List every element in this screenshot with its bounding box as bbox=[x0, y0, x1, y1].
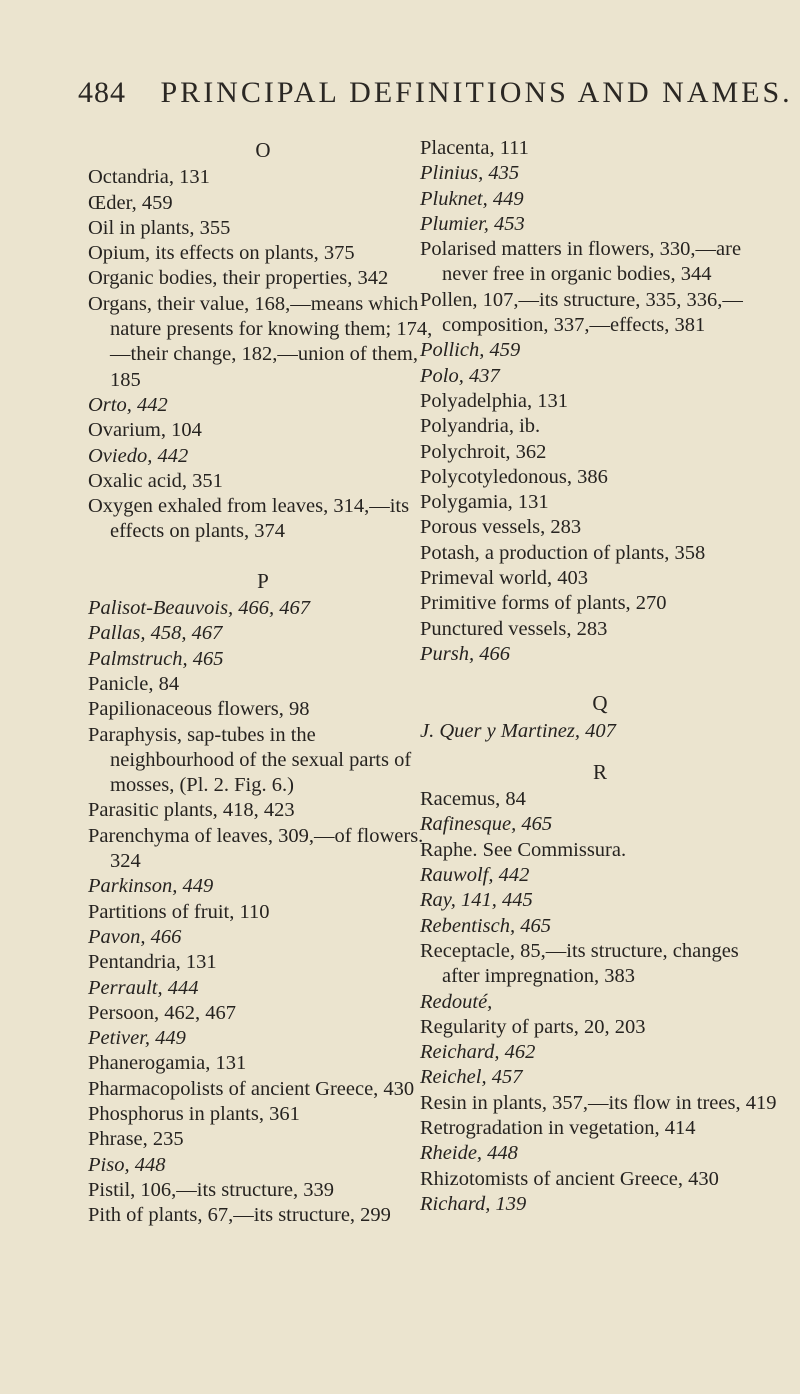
index-entry: Plinius, 435 bbox=[420, 162, 520, 185]
index-entry: Pentandria, 131 bbox=[88, 951, 217, 974]
section-letter-r: R bbox=[592, 759, 607, 784]
index-entry: Rhizotomists of ancient Greece, 430 bbox=[420, 1167, 719, 1190]
index-entry: Panicle, 84 bbox=[88, 672, 180, 695]
index-entry: Rafinesque, 465 bbox=[420, 813, 553, 836]
index-entry: Orto, 442 bbox=[88, 393, 168, 416]
index-entry: Primitive forms of plants, 270 bbox=[420, 592, 667, 615]
index-entry: Polychroit, 362 bbox=[420, 440, 547, 463]
index-entry: Resin in plants, 357,—its flow in trees, 419 bbox=[420, 1091, 777, 1114]
index-entry: Porous vessels, 283 bbox=[420, 516, 582, 539]
section-letter-q: Q bbox=[592, 691, 608, 716]
index-entry: Ray, 141, 445 bbox=[420, 889, 533, 912]
index-entry: Pallas, 458, 467 bbox=[88, 622, 223, 645]
index-entry: Piso, 448 bbox=[88, 1153, 166, 1176]
index-entry: Organic bodies, their properties, 342 bbox=[88, 267, 389, 290]
index-entry: Paraphysis, sap-tubes in the neighbourhood of the sexual parts of mosses, (Pl. 2. Fig. 6.) bbox=[88, 723, 412, 797]
index-entry: Pavon, 466 bbox=[88, 925, 182, 948]
index-entry: Parenchyma of leaves, 309,—of flowers. 324 bbox=[88, 824, 424, 873]
index-entry: Polyandria, ib. bbox=[420, 415, 541, 438]
page-number: 484 bbox=[78, 76, 126, 109]
index-entry: Pith of plants, 67,—its structure, 299 bbox=[88, 1204, 391, 1227]
index-entry: Ovarium, 104 bbox=[88, 419, 202, 442]
index-entry: Palmstruch, 465 bbox=[88, 647, 224, 670]
index-entry: Petiver, 449 bbox=[88, 1027, 186, 1050]
index-entry: Regularity of parts, 20, 203 bbox=[420, 1015, 646, 1038]
index-entry: Polyadelphia, 131 bbox=[420, 389, 569, 412]
index-entry: Persoon, 462, 467 bbox=[88, 1001, 237, 1024]
index-entry: Opium, its effects on plants, 375 bbox=[88, 242, 355, 265]
index-entry: Rheide, 448 bbox=[420, 1142, 518, 1165]
index-entry: Pursh, 466 bbox=[420, 642, 510, 665]
index-entry: Oviedo, 442 bbox=[88, 444, 189, 467]
index-entry: Polo, 437 bbox=[420, 364, 500, 387]
entries-q bbox=[420, 719, 780, 744]
index-entry: Raphe. See Commissura. bbox=[420, 838, 627, 861]
index-entry: Œder, 459 bbox=[88, 191, 173, 214]
index-entry: Pharmacopolists of ancient Greece, 430 bbox=[88, 1077, 415, 1100]
running-head bbox=[78, 76, 793, 110]
index-entry: Octandria, 131 bbox=[88, 166, 210, 189]
index-entry: Phrase, 235 bbox=[88, 1128, 184, 1151]
index-entry: Punctured vessels, 283 bbox=[420, 617, 608, 640]
index-entry: Primeval world, 403 bbox=[420, 567, 588, 590]
index-entry: Plumier, 453 bbox=[420, 212, 525, 235]
index-entry: Reichel, 457 bbox=[420, 1066, 523, 1089]
index-entry: Parasitic plants, 418, 423 bbox=[88, 799, 295, 822]
index-entry: Pollen, 107,—its structure, 335, 336,—composition, 337,—effects, 381 bbox=[420, 288, 743, 337]
index-entry: Potash, a production of plants, 358 bbox=[420, 541, 706, 564]
index-entry: Parkinson, 449 bbox=[88, 875, 214, 898]
index-entry: Perrault, 444 bbox=[88, 976, 199, 999]
index-entry: Oxalic acid, 351 bbox=[88, 469, 223, 492]
section-letter-o: O bbox=[255, 138, 271, 162]
entries-r bbox=[420, 787, 780, 1217]
entries-p-left bbox=[88, 596, 438, 1228]
index-entry: Redouté, bbox=[420, 990, 493, 1013]
index-entry: Oxygen exhaled from leaves, 314,—its effects on plants, 374 bbox=[88, 495, 410, 543]
index-entry: Phanerogamia, 131 bbox=[88, 1052, 247, 1075]
index-entry: Pluknet, 449 bbox=[420, 187, 524, 210]
entries-o bbox=[88, 165, 438, 544]
index-entry: Partitions of fruit, 110 bbox=[88, 900, 270, 923]
page-title: PRINCIPAL DEFINITIONS AND NAMES. bbox=[160, 76, 793, 109]
index-entry: Pistil, 106,—its structure, 339 bbox=[88, 1178, 334, 1201]
index-entry: Polycotyledonous, 386 bbox=[420, 465, 608, 488]
index-entry: Richard, 139 bbox=[420, 1192, 527, 1215]
index-entry: Placenta, 111 bbox=[420, 137, 529, 159]
index-entry: Polygamia, 131 bbox=[420, 491, 549, 514]
entries-p-right bbox=[420, 136, 780, 667]
section-letter-p: P bbox=[257, 568, 269, 593]
index-entry: Rauwolf, 442 bbox=[420, 864, 530, 887]
index-entry: Palisot-Beauvois, 466, 467 bbox=[88, 597, 311, 620]
index-entry: Reichard, 462 bbox=[420, 1041, 536, 1064]
index-entry: Retrogradation in vegetation, 414 bbox=[420, 1116, 696, 1139]
index-entry: Receptacle, 85,—its structure, changes after impregnation, 383 bbox=[420, 939, 739, 988]
index-entry: Oil in plants, 355 bbox=[88, 216, 231, 239]
right-column bbox=[420, 136, 780, 1217]
index-entry: Organs, their value, 168,—means which nature presents for knowing them; 174,—their change, 182,—union of them, 185 bbox=[88, 292, 433, 391]
index-entry: Papilionaceous flowers, 98 bbox=[88, 698, 310, 721]
index-entry: Polarised matters in flowers, 330,—are never free in organic bodies, 344 bbox=[420, 238, 742, 286]
index-entry: Racemus, 84 bbox=[420, 788, 526, 811]
index-entry: J. Quer y Martinez, 407 bbox=[420, 719, 616, 742]
left-column bbox=[88, 136, 438, 1228]
index-entry: Pollich, 459 bbox=[420, 339, 521, 362]
index-entry: Rebentisch, 465 bbox=[420, 914, 551, 937]
index-entry: Phosphorus in plants, 361 bbox=[88, 1102, 300, 1125]
